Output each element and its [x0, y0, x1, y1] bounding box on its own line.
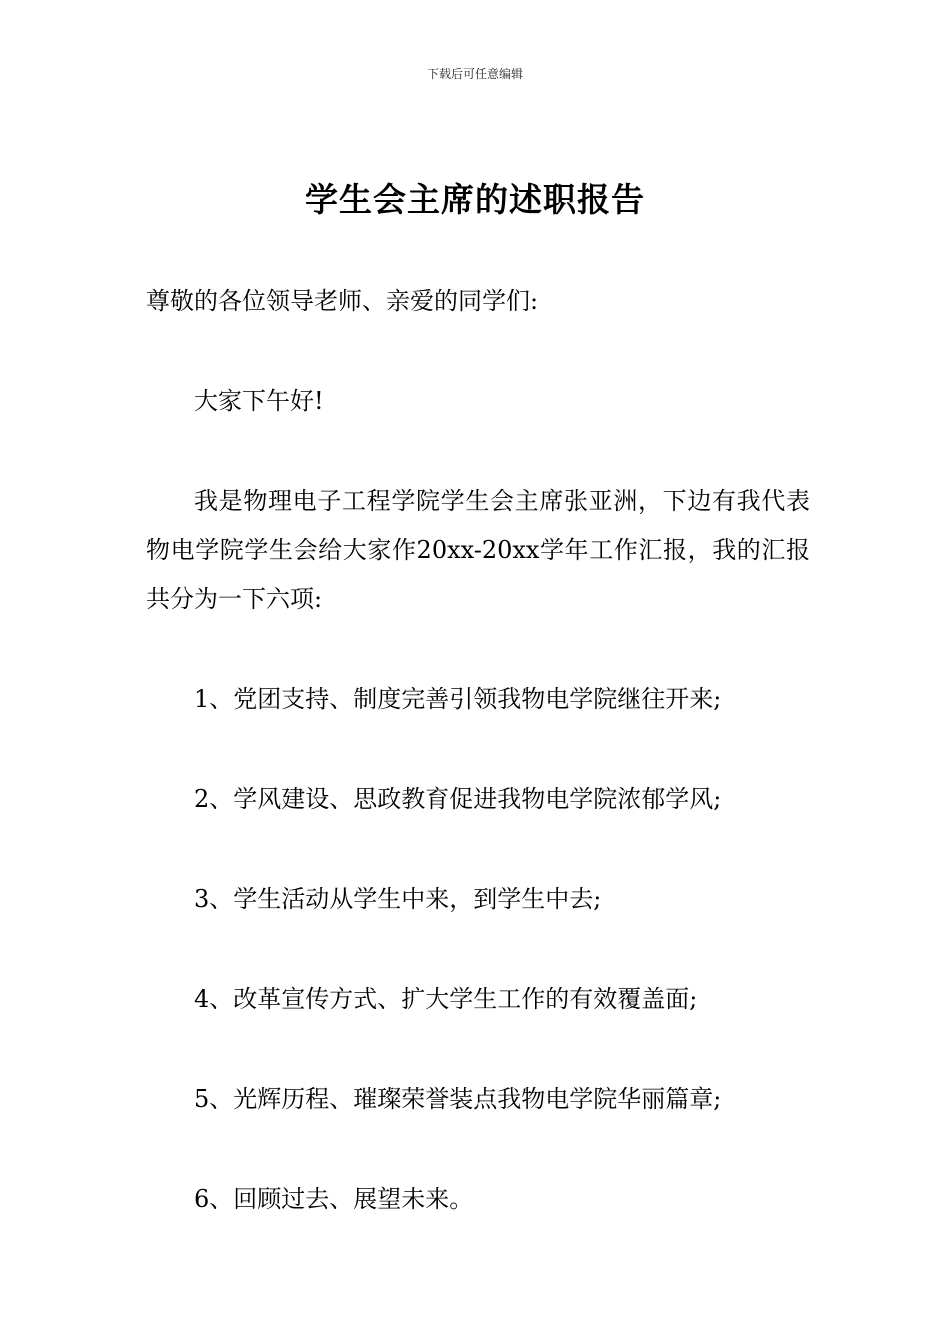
salutation-paragraph: 大家下午好!	[194, 387, 324, 415]
report-item: 5、光辉历程、璀璨荣誉装点我物电学院华丽篇章;	[194, 1085, 722, 1113]
report-item: 1、党团支持、制度完善引领我物电学院继往开来;	[194, 685, 722, 713]
page-header: 下载后可任意编辑	[426, 67, 523, 81]
intro-paragraph: 我是物理电子工程学院学生会主席张亚洲，下边有我代表物电学院学生会给大家作20xx-20xx学年工作汇报，我的汇报共分为一下六项:	[146, 487, 810, 613]
document-title: 学生会主席的述职报告	[305, 180, 645, 219]
report-item-list	[146, 675, 810, 1224]
report-item: 2、学风建设、思政教育促进我物电学院浓郁学风;	[194, 785, 722, 813]
greeting-paragraph: 尊敬的各位领导老师、亲爱的同学们:	[146, 287, 539, 315]
report-item: 6、回顾过去、展望未来。	[194, 1185, 474, 1213]
report-item: 4、改革宣传方式、扩大学生工作的有效覆盖面;	[194, 985, 698, 1013]
document-body	[146, 277, 810, 1224]
report-item: 3、学生活动从学生中来，到学生中去;	[194, 885, 602, 913]
